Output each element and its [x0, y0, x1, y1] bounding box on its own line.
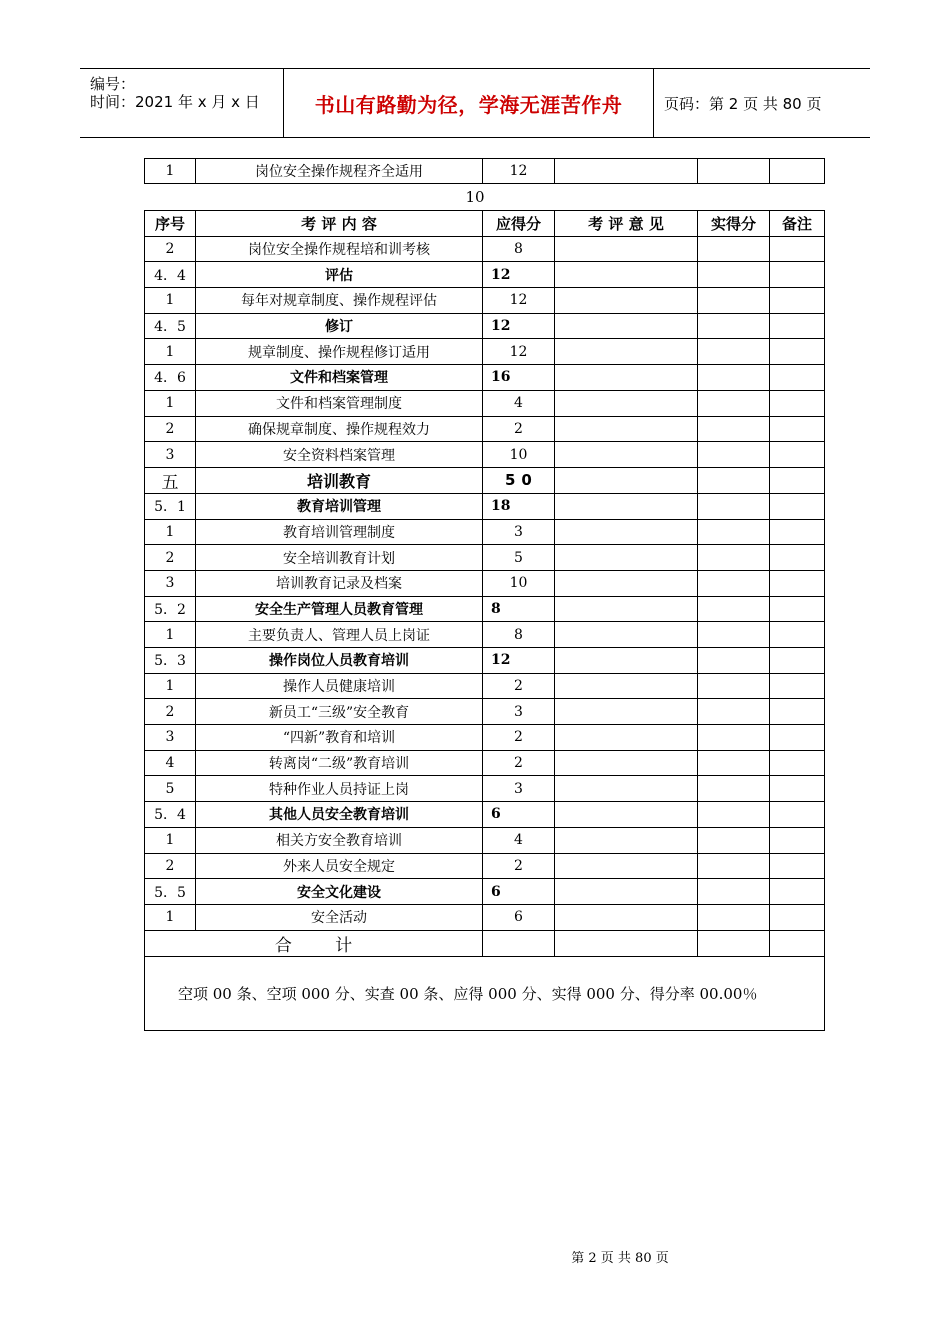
- table-row: [145, 288, 825, 314]
- row-note: [770, 622, 825, 648]
- table-row: [145, 545, 825, 571]
- row-note: [770, 827, 825, 853]
- row-actual: [698, 262, 770, 288]
- row-note: [770, 725, 825, 751]
- row-actual: [698, 648, 770, 674]
- slogan: 书山有路勤为径，学海无涯苦作舟: [314, 92, 623, 117]
- row-actual: [698, 416, 770, 442]
- table-header-row: [145, 211, 825, 237]
- row-opinion: [555, 365, 698, 391]
- row-score: 12: [483, 648, 555, 674]
- row-item: 岗位安全操作规程培和训考核: [196, 236, 483, 262]
- total-actual: [698, 930, 770, 956]
- row-score: 3: [483, 519, 555, 545]
- row-opinion: [555, 390, 698, 416]
- row-note: [770, 776, 825, 802]
- page-header: [80, 68, 870, 138]
- row-number: 5．2: [145, 596, 196, 622]
- row-score: 8: [483, 236, 555, 262]
- row-opinion: [555, 416, 698, 442]
- row-note: [770, 673, 825, 699]
- row-actual: [698, 570, 770, 596]
- row-actual: [698, 879, 770, 905]
- row-actual: [698, 673, 770, 699]
- continued-table: [144, 158, 825, 184]
- row-item: 主要负责人、管理人员上岗证: [196, 622, 483, 648]
- col-actual: 实得分: [698, 211, 770, 237]
- row-opinion: [555, 750, 698, 776]
- row-item: 安全文化建设: [196, 879, 483, 905]
- row-actual: [698, 339, 770, 365]
- row-actual: [698, 904, 770, 930]
- row-actual: [698, 545, 770, 571]
- row-score: 6: [483, 879, 555, 905]
- table-row: [145, 904, 825, 930]
- header-page-info: 页码：第 2 页 共 80 页: [664, 94, 822, 113]
- row-opinion: [555, 853, 698, 879]
- header-meta: [80, 69, 284, 137]
- row-score: 12: [483, 288, 555, 314]
- row-score: 10: [483, 570, 555, 596]
- row-opinion: [555, 339, 698, 365]
- row-opinion: [555, 879, 698, 905]
- row-actual: [698, 802, 770, 828]
- row-score: 2: [483, 853, 555, 879]
- row-actual: [698, 519, 770, 545]
- row-opinion: [555, 493, 698, 519]
- row-note: [770, 313, 825, 339]
- row-opinion: [555, 904, 698, 930]
- row-number: 4．4: [145, 262, 196, 288]
- total-opinion: [555, 930, 698, 956]
- row-opinion: [555, 699, 698, 725]
- summary-row: [145, 956, 825, 1030]
- row-actual: [698, 596, 770, 622]
- row-number: 1: [145, 519, 196, 545]
- row-item: 安全活动: [196, 904, 483, 930]
- row-number: 2: [145, 853, 196, 879]
- row-note: [770, 519, 825, 545]
- row-score: 2: [483, 750, 555, 776]
- row-note: [770, 493, 825, 519]
- row-number: 5: [145, 776, 196, 802]
- row-number: 1: [145, 827, 196, 853]
- row-opinion: [555, 313, 698, 339]
- row-note: [770, 596, 825, 622]
- row-score: 12: [483, 313, 555, 339]
- row-note: [770, 879, 825, 905]
- row-number: 1: [145, 159, 196, 184]
- row-score: 12: [483, 339, 555, 365]
- row-actual: [698, 853, 770, 879]
- table-row: [145, 442, 825, 468]
- row-score: 3: [483, 776, 555, 802]
- total-note: [770, 930, 825, 956]
- row-opinion: [555, 648, 698, 674]
- table-row: [145, 159, 825, 184]
- row-actual: [698, 159, 770, 184]
- section-row: [145, 313, 825, 339]
- row-number: 1: [145, 622, 196, 648]
- row-note: [770, 339, 825, 365]
- table-row: [145, 236, 825, 262]
- row-note: [770, 390, 825, 416]
- row-score: 16: [483, 365, 555, 391]
- row-number: 3: [145, 725, 196, 751]
- row-number: 5．4: [145, 802, 196, 828]
- row-number: 2: [145, 545, 196, 571]
- row-number: 2: [145, 416, 196, 442]
- row-number: 1: [145, 288, 196, 314]
- row-actual: [698, 493, 770, 519]
- section-row: [145, 879, 825, 905]
- row-opinion: [555, 467, 698, 493]
- row-item: 规章制度、操作规程修订适用: [196, 339, 483, 365]
- row-number: 1: [145, 390, 196, 416]
- section-row: [145, 365, 825, 391]
- section-row: [145, 802, 825, 828]
- table-row: [145, 673, 825, 699]
- row-note: [770, 750, 825, 776]
- row-number: 4: [145, 750, 196, 776]
- row-number: 3: [145, 442, 196, 468]
- row-actual: [698, 725, 770, 751]
- row-opinion: [555, 442, 698, 468]
- section-row: [145, 493, 825, 519]
- row-actual: [698, 365, 770, 391]
- row-item: 安全资料档案管理: [196, 442, 483, 468]
- row-score: 4: [483, 390, 555, 416]
- table-row: [145, 776, 825, 802]
- col-score: 应得分: [483, 211, 555, 237]
- row-item: 培训教育记录及档案: [196, 570, 483, 596]
- row-score: 2: [483, 725, 555, 751]
- evaluation-table: [144, 210, 825, 1031]
- row-score: 18: [483, 493, 555, 519]
- row-score: 10: [483, 442, 555, 468]
- row-actual: [698, 236, 770, 262]
- row-number: 5．1: [145, 493, 196, 519]
- row-opinion: [555, 622, 698, 648]
- summary-text: 空项 00 条、空项 000 分、实查 00 条、应得 000 分、实得 000 分、得分率 00.00％: [145, 956, 825, 1030]
- row-item: 修订: [196, 313, 483, 339]
- row-item: 教育培训管理: [196, 493, 483, 519]
- row-item: “四新”教育和培训: [196, 725, 483, 751]
- row-note: [770, 288, 825, 314]
- row-score: 6: [483, 904, 555, 930]
- table-row: [145, 339, 825, 365]
- row-score: 5: [483, 545, 555, 571]
- row-number: 3: [145, 570, 196, 596]
- row-score: 50: [483, 467, 555, 493]
- row-opinion: [555, 776, 698, 802]
- row-number: 1: [145, 673, 196, 699]
- total-score: [483, 930, 555, 956]
- chapter-row: [145, 467, 825, 493]
- row-actual: [698, 313, 770, 339]
- row-number: 5．3: [145, 648, 196, 674]
- row-opinion: [555, 673, 698, 699]
- row-opinion: [555, 288, 698, 314]
- row-note: [770, 570, 825, 596]
- row-item: 岗位安全操作规程齐全适用: [196, 159, 483, 184]
- table-row: [145, 416, 825, 442]
- row-opinion: [555, 570, 698, 596]
- row-note: [770, 545, 825, 571]
- header-slogan-cell: [284, 69, 654, 137]
- row-item: 每年对规章制度、操作规程评估: [196, 288, 483, 314]
- col-content: 考 评 内 容: [196, 211, 483, 237]
- row-opinion: [555, 262, 698, 288]
- row-item: 操作人员健康培训: [196, 673, 483, 699]
- col-no: 序号: [145, 211, 196, 237]
- row-note: [770, 467, 825, 493]
- row-note: [770, 699, 825, 725]
- row-actual: [698, 827, 770, 853]
- row-score: 8: [483, 622, 555, 648]
- row-number: 1: [145, 339, 196, 365]
- row-item: 其他人员安全教育培训: [196, 802, 483, 828]
- col-opinion: 考 评 意 见: [555, 211, 698, 237]
- code-label: 编号：: [90, 75, 136, 93]
- row-opinion: [555, 802, 698, 828]
- total-row: [145, 930, 825, 956]
- row-note: [770, 159, 825, 184]
- table-row: [145, 853, 825, 879]
- row-item: 评估: [196, 262, 483, 288]
- row-actual: [698, 442, 770, 468]
- section-row: [145, 648, 825, 674]
- row-item: 文件和档案管理制度: [196, 390, 483, 416]
- row-opinion: [555, 236, 698, 262]
- row-note: [770, 853, 825, 879]
- row-score: 8: [483, 596, 555, 622]
- col-note: 备注: [770, 211, 825, 237]
- row-note: [770, 365, 825, 391]
- row-score: 4: [483, 827, 555, 853]
- row-item: 外来人员安全规定: [196, 853, 483, 879]
- row-opinion: [555, 545, 698, 571]
- row-number: 2: [145, 236, 196, 262]
- table-row: [145, 699, 825, 725]
- row-score: 2: [483, 673, 555, 699]
- row-opinion: [555, 725, 698, 751]
- row-item: 转离岗“二级”教育培训: [196, 750, 483, 776]
- row-note: [770, 904, 825, 930]
- row-score: 2: [483, 416, 555, 442]
- row-opinion: [555, 159, 698, 184]
- row-item: 安全培训教育计划: [196, 545, 483, 571]
- row-opinion: [555, 827, 698, 853]
- table-row: [145, 827, 825, 853]
- header-page-cell: [664, 69, 870, 137]
- page-footer: 第 2 页 共 80 页: [571, 1251, 669, 1266]
- row-number: 5．5: [145, 879, 196, 905]
- row-actual: [698, 776, 770, 802]
- row-actual: [698, 390, 770, 416]
- middle-page-number: 10: [465, 188, 485, 206]
- row-item: 相关方安全教育培训: [196, 827, 483, 853]
- row-item: 教育培训管理制度: [196, 519, 483, 545]
- row-opinion: [555, 596, 698, 622]
- table-row: [145, 725, 825, 751]
- row-number: 4．6: [145, 365, 196, 391]
- row-item: 确保规章制度、操作规程效力: [196, 416, 483, 442]
- row-score: 12: [483, 262, 555, 288]
- row-opinion: [555, 519, 698, 545]
- row-number: 1: [145, 904, 196, 930]
- row-actual: [698, 288, 770, 314]
- row-note: [770, 236, 825, 262]
- row-item: 操作岗位人员教育培训: [196, 648, 483, 674]
- row-item: 特种作业人员持证上岗: [196, 776, 483, 802]
- row-item: 安全生产管理人员教育管理: [196, 596, 483, 622]
- row-actual: [698, 699, 770, 725]
- row-item: 培训教育: [196, 467, 483, 493]
- row-note: [770, 416, 825, 442]
- row-number: 2: [145, 699, 196, 725]
- row-note: [770, 802, 825, 828]
- section-row: [145, 596, 825, 622]
- row-item: 文件和档案管理: [196, 365, 483, 391]
- table-row: [145, 570, 825, 596]
- row-note: [770, 262, 825, 288]
- table-row: [145, 519, 825, 545]
- table-row: [145, 622, 825, 648]
- table-row: [145, 390, 825, 416]
- table-row: [145, 750, 825, 776]
- row-number: 4．5: [145, 313, 196, 339]
- row-item: 新员工“三级”安全教育: [196, 699, 483, 725]
- row-actual: [698, 750, 770, 776]
- row-note: [770, 442, 825, 468]
- row-actual: [698, 467, 770, 493]
- row-actual: [698, 622, 770, 648]
- row-score: 6: [483, 802, 555, 828]
- row-score: 3: [483, 699, 555, 725]
- row-number: 五: [145, 467, 196, 493]
- section-row: [145, 262, 825, 288]
- total-label: 合 计: [145, 930, 483, 956]
- row-note: [770, 648, 825, 674]
- time-label: 时间：2021 年 x 月 x 日: [90, 93, 260, 111]
- row-score: 12: [483, 159, 555, 184]
